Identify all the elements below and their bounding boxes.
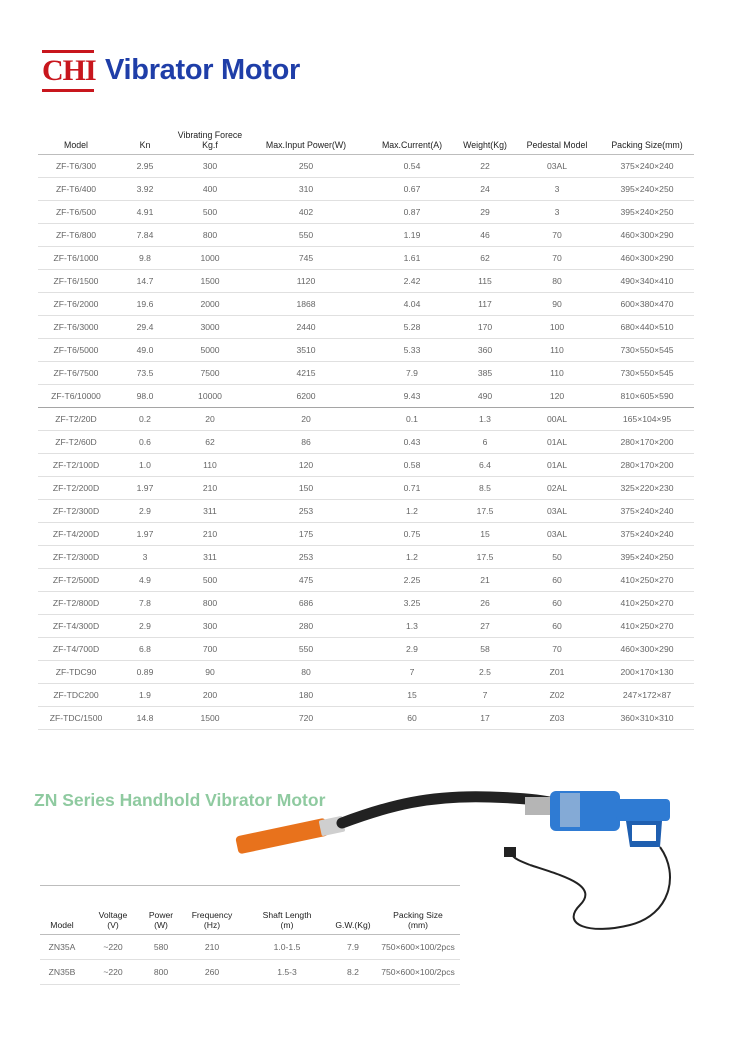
- zn-table-cell: 1.0-1.5: [244, 935, 330, 960]
- table-cell: 7.8: [114, 592, 176, 615]
- table-cell: ZF-T2/20D: [38, 408, 114, 431]
- table-cell: 1.0: [114, 454, 176, 477]
- table-cell: 2440: [244, 316, 368, 339]
- table-cell: Z03: [514, 707, 600, 730]
- table-cell: 0.71: [368, 477, 456, 500]
- table-cell: 0.43: [368, 431, 456, 454]
- table-cell: 2000: [176, 293, 244, 316]
- zn-col-header: [376, 886, 460, 935]
- table-cell: 700: [176, 638, 244, 661]
- table-cell: 24: [456, 178, 514, 201]
- table-cell: 110: [514, 339, 600, 362]
- table-cell: 311: [176, 500, 244, 523]
- zn-table-header-row: [40, 886, 460, 935]
- table-cell: 210: [176, 523, 244, 546]
- zn-table-cell: 800: [142, 960, 180, 985]
- table-cell: 29: [456, 201, 514, 224]
- table-cell: 27: [456, 615, 514, 638]
- hose-coupling: [525, 797, 551, 815]
- zn-col-header-line: Frequency: [191, 910, 233, 920]
- table-cell: 360×310×310: [600, 707, 694, 730]
- table-row: [38, 293, 694, 316]
- table-cell: ZF-T2/500D: [38, 569, 114, 592]
- table-cell: 0.89: [114, 661, 176, 684]
- table-cell: 115: [456, 270, 514, 293]
- table-cell: 490×340×410: [600, 270, 694, 293]
- table-cell: 20: [244, 408, 368, 431]
- table-cell: 58: [456, 638, 514, 661]
- col-header-vibrating-force-line2: Kg.f: [202, 140, 218, 150]
- table-cell: 3000: [176, 316, 244, 339]
- table-cell: 402: [244, 201, 368, 224]
- zn-col-header-line: Voltage: [98, 910, 128, 920]
- table-cell: ZF-T6/300: [38, 155, 114, 178]
- table-cell: 4.9: [114, 569, 176, 592]
- table-cell: 720: [244, 707, 368, 730]
- table-cell: 3: [514, 201, 600, 224]
- table-cell: 375×240×240: [600, 155, 694, 178]
- table-cell: 0.1: [368, 408, 456, 431]
- table-row: [38, 638, 694, 661]
- table-cell: 680×440×510: [600, 316, 694, 339]
- table-cell: 26: [456, 592, 514, 615]
- table-cell: 2.9: [368, 638, 456, 661]
- table-cell: 70: [514, 224, 600, 247]
- table-cell: ZF-T4/700D: [38, 638, 114, 661]
- table-cell: ZF-T2/200D: [38, 477, 114, 500]
- table-cell: 60: [514, 592, 600, 615]
- table-cell: 120: [244, 454, 368, 477]
- table-row: [38, 661, 694, 684]
- table-cell: 17: [456, 707, 514, 730]
- zn-col-header-line: (mm): [407, 920, 429, 930]
- table-cell: 80: [244, 661, 368, 684]
- table-cell: 4215: [244, 362, 368, 385]
- col-header-weight: Weight(Kg): [456, 118, 514, 155]
- table-cell: 14.8: [114, 707, 176, 730]
- table-cell: 02AL: [514, 477, 600, 500]
- table-cell: 3: [514, 178, 600, 201]
- table-cell: 22: [456, 155, 514, 178]
- table-cell: 6.8: [114, 638, 176, 661]
- table-cell: 460×300×290: [600, 247, 694, 270]
- table-cell: 73.5: [114, 362, 176, 385]
- table-row: [38, 454, 694, 477]
- zn-col-header-line: (m): [280, 920, 294, 930]
- table-row: [38, 477, 694, 500]
- table-cell: 1500: [176, 707, 244, 730]
- table-cell: 2.42: [368, 270, 456, 293]
- table-cell: 395×240×250: [600, 201, 694, 224]
- table-cell: 15: [368, 684, 456, 707]
- table-cell: 6.4: [456, 454, 514, 477]
- table-cell: 0.54: [368, 155, 456, 178]
- table-row: [38, 523, 694, 546]
- table-cell: 9.43: [368, 385, 456, 408]
- table-cell: 70: [514, 638, 600, 661]
- table-cell: ZF-T6/500: [38, 201, 114, 224]
- table-cell: 17.5: [456, 546, 514, 569]
- zn-col-header-line: G.W.(Kg): [335, 920, 371, 930]
- zn-series-title: ZN Series Handhold Vibrator Motor: [34, 790, 326, 810]
- table-cell: Z02: [514, 684, 600, 707]
- zn-table-cell: 7.9: [330, 935, 376, 960]
- table-cell: 0.2: [114, 408, 176, 431]
- table-cell: 2.5: [456, 661, 514, 684]
- table-cell: 1.2: [368, 546, 456, 569]
- table-cell: 280×170×200: [600, 431, 694, 454]
- zn-table-cell: 750×600×100/2pcs: [376, 935, 460, 960]
- zn-col-header-line: Packing Size: [393, 910, 443, 920]
- table-cell: 17.5: [456, 500, 514, 523]
- table-row: [38, 500, 694, 523]
- table-row: [38, 546, 694, 569]
- table-cell: 550: [244, 638, 368, 661]
- table-cell: 5.33: [368, 339, 456, 362]
- table-row: [38, 270, 694, 293]
- table-cell: 90: [514, 293, 600, 316]
- table-cell: 1120: [244, 270, 368, 293]
- zn-table-cell: ZN35A: [40, 935, 84, 960]
- table-row: [38, 569, 694, 592]
- table-cell: 7.84: [114, 224, 176, 247]
- table-cell: 62: [176, 431, 244, 454]
- vibrator-motor-spec-table: [38, 118, 694, 730]
- col-header-model: Model: [38, 118, 114, 155]
- table-cell: ZF-TDC200: [38, 684, 114, 707]
- col-header-kn: Kn: [114, 118, 176, 155]
- table-cell: ZF-TDC90: [38, 661, 114, 684]
- table-row: [38, 362, 694, 385]
- table-cell: 9.8: [114, 247, 176, 270]
- table-cell: ZF-T6/1500: [38, 270, 114, 293]
- table-cell: 0.75: [368, 523, 456, 546]
- table-cell: 6: [456, 431, 514, 454]
- table-cell: 460×300×290: [600, 224, 694, 247]
- table-cell: 01AL: [514, 431, 600, 454]
- table-cell: 10000: [176, 385, 244, 408]
- table-cell: ZF-T4/300D: [38, 615, 114, 638]
- table-cell: 90: [176, 661, 244, 684]
- table-cell: 4.04: [368, 293, 456, 316]
- zn-table-cell: 260: [180, 960, 244, 985]
- table-cell: 60: [368, 707, 456, 730]
- table-cell: 375×240×240: [600, 500, 694, 523]
- table-cell: 7500: [176, 362, 244, 385]
- table-cell: ZF-T2/300D: [38, 546, 114, 569]
- table-cell: 247×172×87: [600, 684, 694, 707]
- table-cell: 2.9: [114, 615, 176, 638]
- table-cell: 375×240×240: [600, 523, 694, 546]
- table-cell: 0.6: [114, 431, 176, 454]
- table-row: [38, 178, 694, 201]
- table-cell: 14.7: [114, 270, 176, 293]
- table-cell: 0.87: [368, 201, 456, 224]
- table-cell: ZF-T6/800: [38, 224, 114, 247]
- zn-table-cell: 580: [142, 935, 180, 960]
- table-cell: 86: [244, 431, 368, 454]
- table-cell: 3.25: [368, 592, 456, 615]
- zn-col-header-line: Shaft Length: [262, 910, 312, 920]
- table-cell: 410×250×270: [600, 592, 694, 615]
- table-cell: 360: [456, 339, 514, 362]
- zn-table-cell: 1.5-3: [244, 960, 330, 985]
- zn-table-cell: ZN35B: [40, 960, 84, 985]
- table-cell: ZF-T6/2000: [38, 293, 114, 316]
- table-cell: 8.5: [456, 477, 514, 500]
- table-cell: 100: [514, 316, 600, 339]
- table-cell: 600×380×470: [600, 293, 694, 316]
- zn-col-header: [142, 886, 180, 935]
- table-cell: ZF-TDC/1500: [38, 707, 114, 730]
- zn-table-cell: ~220: [84, 935, 142, 960]
- table-cell: 117: [456, 293, 514, 316]
- table-cell: ZF-T6/3000: [38, 316, 114, 339]
- table-cell: 01AL: [514, 454, 600, 477]
- table-cell: 0.58: [368, 454, 456, 477]
- zn-col-header: [84, 886, 142, 935]
- zn-table-cell: 750×600×100/2pcs: [376, 960, 460, 985]
- zn-col-header-line: Model: [50, 920, 74, 930]
- zn-col-header: [330, 886, 376, 935]
- table-cell: 19.6: [114, 293, 176, 316]
- table-cell: 686: [244, 592, 368, 615]
- table-cell: 1.97: [114, 477, 176, 500]
- table-cell: 21: [456, 569, 514, 592]
- table-cell: 210: [176, 477, 244, 500]
- table-cell: 7: [368, 661, 456, 684]
- logo-bar-bottom: [42, 89, 94, 92]
- table-cell: 6200: [244, 385, 368, 408]
- table-cell: 165×104×95: [600, 408, 694, 431]
- zn-col-header: [40, 886, 84, 935]
- table-cell: 180: [244, 684, 368, 707]
- table-cell: 3.92: [114, 178, 176, 201]
- table-cell: 0.67: [368, 178, 456, 201]
- table-cell: 280×170×200: [600, 454, 694, 477]
- table-cell: 29.4: [114, 316, 176, 339]
- table-cell: 1.3: [368, 615, 456, 638]
- table-cell: 550: [244, 224, 368, 247]
- table-body: [38, 155, 694, 730]
- table-cell: 03AL: [514, 523, 600, 546]
- table-cell: 300: [176, 155, 244, 178]
- table-cell: ZF-T6/400: [38, 178, 114, 201]
- table-cell: 745: [244, 247, 368, 270]
- table-cell: 325×220×230: [600, 477, 694, 500]
- table-row: [38, 316, 694, 339]
- table-row: [38, 615, 694, 638]
- table-cell: 460×300×290: [600, 638, 694, 661]
- table-cell: 250: [244, 155, 368, 178]
- table-cell: 800: [176, 224, 244, 247]
- table-cell: 7.9: [368, 362, 456, 385]
- vibrator-head-image: [235, 816, 345, 855]
- table-cell: 80: [514, 270, 600, 293]
- table-cell: 1.2: [368, 500, 456, 523]
- table-cell: 400: [176, 178, 244, 201]
- table-cell: 1.97: [114, 523, 176, 546]
- table-cell: 1868: [244, 293, 368, 316]
- table-cell: ZF-T2/800D: [38, 592, 114, 615]
- table-cell: 1.61: [368, 247, 456, 270]
- logo-bar-top: [42, 50, 94, 53]
- table-cell: 1500: [176, 270, 244, 293]
- table-cell: 2.9: [114, 500, 176, 523]
- table-cell: 49.0: [114, 339, 176, 362]
- table-cell: 60: [514, 615, 600, 638]
- table-row: [38, 684, 694, 707]
- table-cell: 110: [176, 454, 244, 477]
- table-cell: 1000: [176, 247, 244, 270]
- table-cell: 50: [514, 546, 600, 569]
- table-header-row: [38, 118, 694, 155]
- table-row: [38, 339, 694, 362]
- table-cell: 253: [244, 546, 368, 569]
- table-cell: 395×240×250: [600, 546, 694, 569]
- table-cell: 800: [176, 592, 244, 615]
- power-cord: [530, 847, 670, 929]
- table-cell: 00AL: [514, 408, 600, 431]
- table-cell: 150: [244, 477, 368, 500]
- table-row: [38, 247, 694, 270]
- table-cell: ZF-T6/1000: [38, 247, 114, 270]
- zn-table-cell: 210: [180, 935, 244, 960]
- table-row: [38, 408, 694, 431]
- power-plug: [504, 847, 516, 857]
- table-cell: 3: [114, 546, 176, 569]
- table-cell: ZF-T6/5000: [38, 339, 114, 362]
- table-cell: 5.28: [368, 316, 456, 339]
- table-cell: Z01: [514, 661, 600, 684]
- table-cell: 70: [514, 247, 600, 270]
- table-cell: 310: [244, 178, 368, 201]
- table-cell: 500: [176, 569, 244, 592]
- table-cell: 395×240×250: [600, 178, 694, 201]
- zn-col-header-line: (V): [107, 920, 119, 930]
- table-cell: 4.91: [114, 201, 176, 224]
- col-header-packing-size: Packing Size(mm): [600, 118, 694, 155]
- table-cell: ZF-T4/200D: [38, 523, 114, 546]
- table-cell: ZF-T2/100D: [38, 454, 114, 477]
- table-cell: 200: [176, 684, 244, 707]
- table-cell: 200×170×130: [600, 661, 694, 684]
- zn-col-header: [244, 886, 330, 935]
- table-cell: 500: [176, 201, 244, 224]
- logo-text: CHI: [42, 54, 96, 87]
- table-cell: 300: [176, 615, 244, 638]
- table-cell: 410×250×270: [600, 615, 694, 638]
- table-cell: ZF-T6/7500: [38, 362, 114, 385]
- table-cell: 7: [456, 684, 514, 707]
- table-row: [38, 155, 694, 178]
- table-cell: 410×250×270: [600, 569, 694, 592]
- table-cell: 2.25: [368, 569, 456, 592]
- zn-table-cell: 8.2: [330, 960, 376, 985]
- table-cell: 98.0: [114, 385, 176, 408]
- table-cell: 15: [456, 523, 514, 546]
- col-header-max-input-power: Max.Input Power(W): [244, 118, 368, 155]
- zn-col-header: [180, 886, 244, 935]
- zn-col-header-line: Power: [148, 910, 174, 920]
- table-cell: 730×550×545: [600, 339, 694, 362]
- table-row: [38, 592, 694, 615]
- zn-series-spec-table: [40, 885, 460, 985]
- table-cell: ZF-T2/60D: [38, 431, 114, 454]
- col-header-max-current: Max.Current(A): [368, 118, 456, 155]
- brand-logo: [42, 50, 94, 92]
- motor-body-image: [550, 791, 670, 847]
- table-cell: 03AL: [514, 155, 600, 178]
- table-cell: 120: [514, 385, 600, 408]
- table-row: [38, 224, 694, 247]
- table-cell: 253: [244, 500, 368, 523]
- table-cell: 2.95: [114, 155, 176, 178]
- table-cell: 730×550×545: [600, 362, 694, 385]
- table-cell: 170: [456, 316, 514, 339]
- table-cell: 03AL: [514, 500, 600, 523]
- col-header-vibrating-force: [176, 118, 244, 155]
- table-cell: ZF-T2/300D: [38, 500, 114, 523]
- table-row: [38, 385, 694, 408]
- table-cell: 311: [176, 546, 244, 569]
- table-row: [38, 707, 694, 730]
- table-cell: ZF-T6/10000: [38, 385, 114, 408]
- table-cell: 1.9: [114, 684, 176, 707]
- table-cell: 1.3: [456, 408, 514, 431]
- zn-col-header-line: (Hz): [203, 920, 221, 930]
- table-row: [38, 431, 694, 454]
- table-cell: 1.19: [368, 224, 456, 247]
- zn-col-header-line: (W): [154, 920, 168, 930]
- table-cell: 385: [456, 362, 514, 385]
- table-cell: 20: [176, 408, 244, 431]
- table-cell: 475: [244, 569, 368, 592]
- table-cell: 175: [244, 523, 368, 546]
- zn-table-row: [40, 960, 460, 985]
- table-row: [38, 201, 694, 224]
- table-cell: 60: [514, 569, 600, 592]
- zn-table-row: [40, 935, 460, 960]
- table-cell: 3510: [244, 339, 368, 362]
- table-cell: 110: [514, 362, 600, 385]
- table-cell: 5000: [176, 339, 244, 362]
- col-header-vibrating-force-line1: Vibrating Forece: [177, 130, 243, 140]
- table-cell: 810×605×590: [600, 385, 694, 408]
- zn-table-cell: ~220: [84, 960, 142, 985]
- table-cell: 280: [244, 615, 368, 638]
- table-cell: 490: [456, 385, 514, 408]
- col-header-pedestal-model: Pedestal Model: [514, 118, 600, 155]
- table-cell: 46: [456, 224, 514, 247]
- zn-table-body: [40, 935, 460, 985]
- table-cell: 62: [456, 247, 514, 270]
- page-title: Vibrator Motor: [105, 54, 301, 86]
